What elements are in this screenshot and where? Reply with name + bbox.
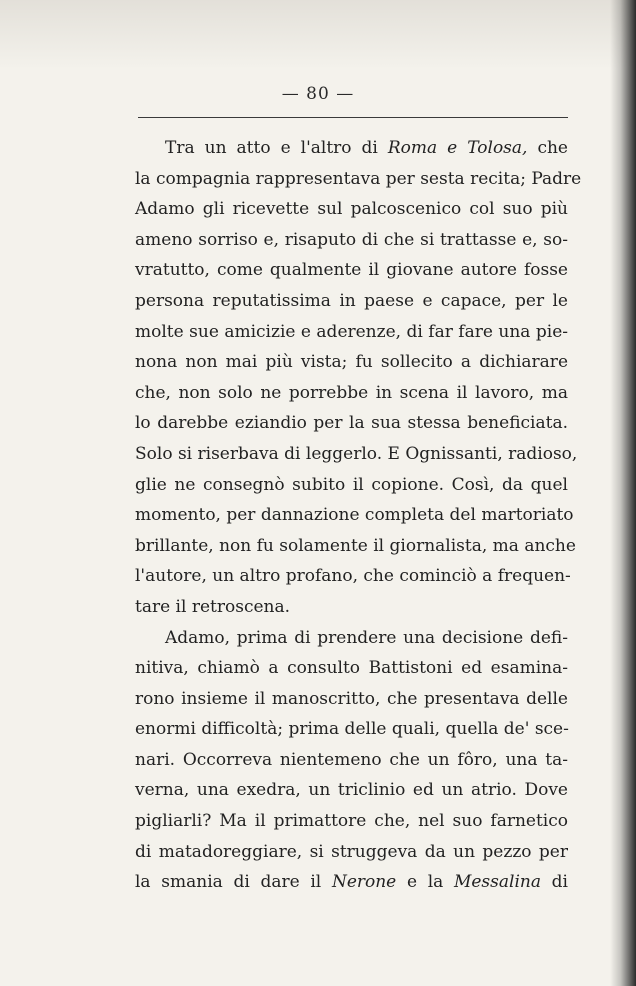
text-line: lo darebbe eziandio per la sua stessa beneficiata.: [135, 413, 568, 434]
text-line: tare il retroscena.: [135, 596, 291, 617]
header-rule: [138, 117, 568, 118]
body-text: [135, 133, 582, 898]
text-line: glie ne consegnò subito il copione. Così, da quel: [135, 474, 568, 495]
text-line: ameno sorriso e, risaputo di che si trattasse e, so-: [135, 229, 568, 250]
text-line: momento, per dannazione completa del martoriato: [135, 505, 574, 526]
text-line: nari. Occorreva nientemeno che un fôro, una ta-: [135, 749, 568, 770]
text-line: pigliarli? Ma il primattore che, nel suo farnetico: [135, 811, 568, 832]
text-line: Tra un atto e l'altro di Roma e Tolosa, che: [165, 138, 568, 158]
text-line: nitiva, chiamò a consulto Battistoni ed esamina-: [135, 658, 568, 679]
text-line: Adamo, prima di prendere una decisione defi-: [165, 627, 568, 648]
text-line: persona reputatissima in paese e capace, per le: [135, 290, 568, 311]
text-line: di matadoreggiare, si struggeva da un pezzo per: [135, 841, 568, 862]
text-line: verna, una exedra, un triclinio ed un atrio. Dove: [135, 780, 568, 801]
text-line: molte sue amicizie e aderenze, di far fare una pie-: [135, 321, 568, 342]
text-line: nona non mai più vista; fu sollecito a dichiarare: [135, 352, 568, 373]
text-line: che, non solo ne porrebbe in scena il lavoro, ma: [135, 382, 568, 403]
text-line: Adamo gli ricevette sul palcoscenico col suo più: [135, 199, 568, 220]
page-number: — 80 —: [281, 84, 355, 104]
text-line: enormi difficoltà; prima delle quali, quella de' sce-: [135, 719, 569, 740]
text-line: rono insieme il manoscritto, che presentava delle: [135, 688, 568, 709]
text-line: la smania di dare il Nerone e la Messalina di: [135, 872, 568, 893]
text-line: Solo si riserbava di leggerlo. E Ognissanti, radioso,: [135, 443, 578, 464]
text-line: l'autore, un altro profano, che cominciò a frequen-: [135, 566, 571, 587]
text-line: brillante, non fu solamente il giornalista, ma anche: [135, 535, 576, 556]
text-line: la compagnia rappresentava per sesta recita; Padre: [135, 168, 582, 189]
text-line: vratutto, come qualmente il giovane autore fosse: [135, 260, 568, 281]
